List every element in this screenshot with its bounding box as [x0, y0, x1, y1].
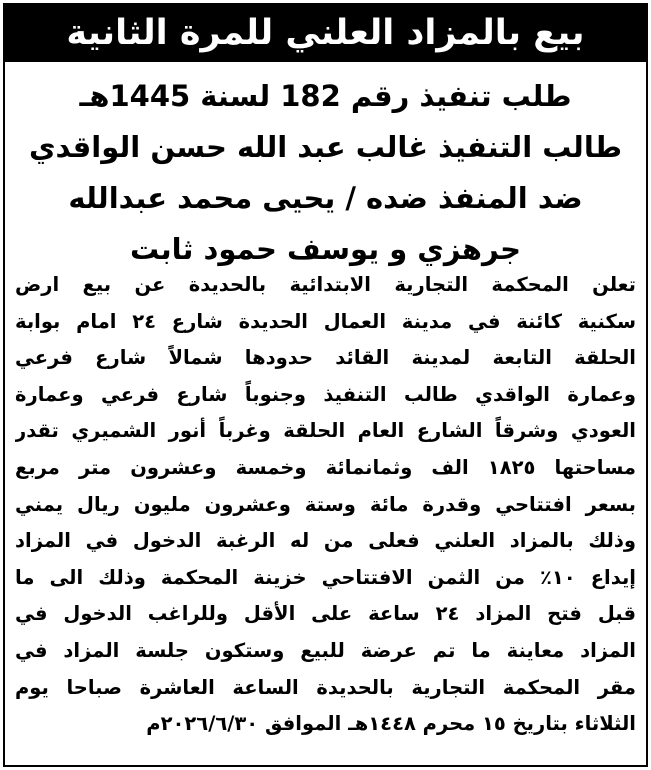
- body-line: سكنية كائنة في مدينة العمال الحديدة شارع ٢٤ امام بوابة: [15, 309, 636, 333]
- body-line-date: الثلاثاء بتاريخ ١٥ محرم ١٤٤٨هـ الموافق ٢٠٢٦/٦/٣٠م: [146, 712, 636, 736]
- body-line: بسعر افتتاحي وقدرة مائة وستة وعشرون مليون ريال يمني: [15, 492, 636, 516]
- body-line: المزاد معاينة ما تم عرضة للبيع وستكون جلسة المزاد في: [15, 638, 636, 662]
- auction-notice: [3, 3, 648, 767]
- claimant-line: طالب التنفيذ غالب عبد الله حسن الواقدي: [28, 130, 623, 164]
- title-banner: [5, 5, 646, 62]
- body-line: إيداع ١٠٪ من الثمن الافتتاحي خزينة المحكمة وذلك الى ما: [15, 565, 636, 589]
- body-line: وذلك بالمزاد العلني فعلى من له الرغبة الدخول في المزاد: [15, 529, 636, 553]
- body-line: مساحتها ١٨٢٥ الف وثمانمائة وخمسة وعشرون متر مربع: [15, 455, 636, 479]
- notice-title: بيع بالمزاد العلني للمرة الثانية: [66, 13, 585, 53]
- notice-body: [15, 267, 636, 743]
- body-line: وعمارة الواقدي طالب التنفيذ وجنوباً شارع فرعي وعمارة: [15, 382, 636, 406]
- defendant-line: ضد المنفذ ضده / يحيى محمد عبدالله: [68, 181, 583, 215]
- case-number-line: طلب تنفيذ رقم 182 لسنة 1445هـ: [79, 79, 572, 113]
- body-line: تعلن المحكمة التجارية الابتدائية بالحديدة عن بيع ارض: [15, 273, 636, 296]
- defendant-line-continued: جرهزي و يوسف حمود ثابت: [130, 232, 521, 266]
- body-line: الحلقة التابعة لمدينة القائد حدودها شمالاً شارع فرعي: [15, 346, 636, 370]
- body-line: مقر المحكمة التجارية بالحديدة الساعة العاشرة صباحا يوم: [15, 675, 636, 699]
- body-line: قبل فتح المزاد ٢٤ ساعة على الأقل وللراغب الدخول في: [15, 602, 636, 626]
- body-line: العودي وشرقاً الشارع العام الحلقة وغرباً أنور الشميري تقدر: [15, 419, 636, 443]
- case-details: [13, 71, 638, 275]
